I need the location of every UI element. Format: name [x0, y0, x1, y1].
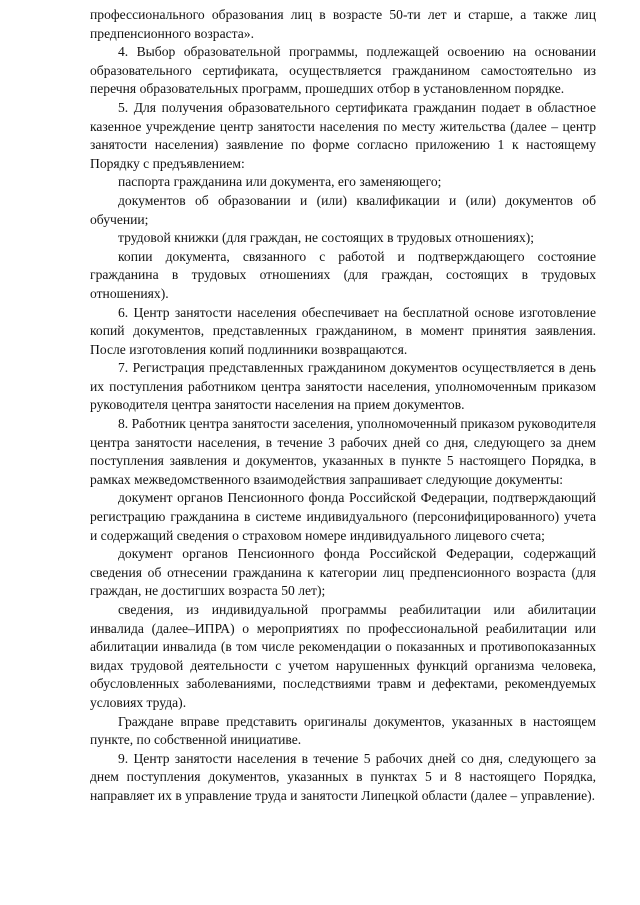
paragraph-item-9: 9. Центр занятости населения в течение 5 рабочих дней со дня, следующего за днем поступления документов, указанных в пунктах 5 и 8 настоящего Порядка, направляет их в управление труда и занятости Липецкой области (далее – управление). [90, 750, 596, 803]
list-item-work-book: трудовой книжки (для граждан, не состоящих в трудовых отношениях); [118, 230, 535, 246]
paragraph-continuation: профессионального образования лиц в возрасте 50-ти лет и старше, а также лиц предпенсионного возраста». [90, 7, 596, 41]
paragraph-item-7: 7. Регистрация представленных гражданином документов осуществляется в день их поступления работником центра занятости населения, уполномоченным приказом руководителя центра занятости населения на прием документов. [90, 360, 596, 413]
paragraph-citizens-right: Граждане вправе представить оригиналы документов, указанных в настоящем пункте, по собственной инициативе. [90, 713, 596, 748]
paragraph-item-4: 4. Выбор образовательной программы, подлежащей освоению на основании образовательного сертификата, осуществляется гражданином самостоятельно из перечня образовательных программ, прошедших отбор в установленном порядке. [90, 44, 596, 97]
list-item-education-documents: документов об образовании и (или) квалификации и (или) документов об обучении; [90, 192, 596, 227]
list-item-ipra-info: сведения, из индивидуальной программы реабилитации или абилитации инвалида (далее–ИПРА) о мероприятиях по профессиональной реабилитации или абилитации инвалида (в том числе рекомендации о показанных и противопоказанных видах трудовой деятельности с учетом нарушенных функций организма человека, обусловленных заболеваниями, последствиями травм и дефектами, рекомендуемых условиях труда). [90, 602, 596, 710]
paragraph-item-8: 8. Работник центра занятости заселения, уполномоченный приказом руководителя центра занятости населения, в течение 3 рабочих дней со дня, следующего за днем поступления заявления и документов, указанных в пункте 5 настоящего Порядка, в рамках межведомственного взаимодействия запрашивает следующие документы: [90, 416, 596, 487]
paragraph-item-6: 6. Центр занятости населения обеспечивает на бесплатной основе изготовление копий документов, представленных гражданином, в момент принятия заявления. После изготовления копий подлинники возвращаются. [90, 304, 596, 357]
paragraph-item-5: 5. Для получения образовательного сертификата гражданин подает в областное казенное учреждение центр занятости населения по месту жительства (далее – центр занятости населения) заявление по форме согласно приложению 1 к настоящему Порядку с предъявлением: [90, 99, 596, 171]
list-item-pre-pension-status: документ органов Пенсионного фонда Российской Федерации, содержащий сведения об отнесении гражданина к категории лиц предпенсионного возраста (для граждан, не достигших возраста 50 лет); [90, 546, 596, 599]
list-item-employment-copy: копии документа, связанного с работой и подтверждающего состояние гражданина в трудовых отношениях (для граждан, состоящих в трудовых отношениях). [90, 248, 596, 301]
list-item-passport: паспорта гражданина или документа, его заменяющего; [118, 174, 442, 190]
document-page [90, 6, 596, 806]
list-item-pension-registration: документ органов Пенсионного фонда Российской Федерации, подтверждающий регистрацию гражданина в системе индивидуального (персонифицированного) учета и содержащий сведения о страховом номере индивидуального лицевого счета; [90, 490, 596, 543]
